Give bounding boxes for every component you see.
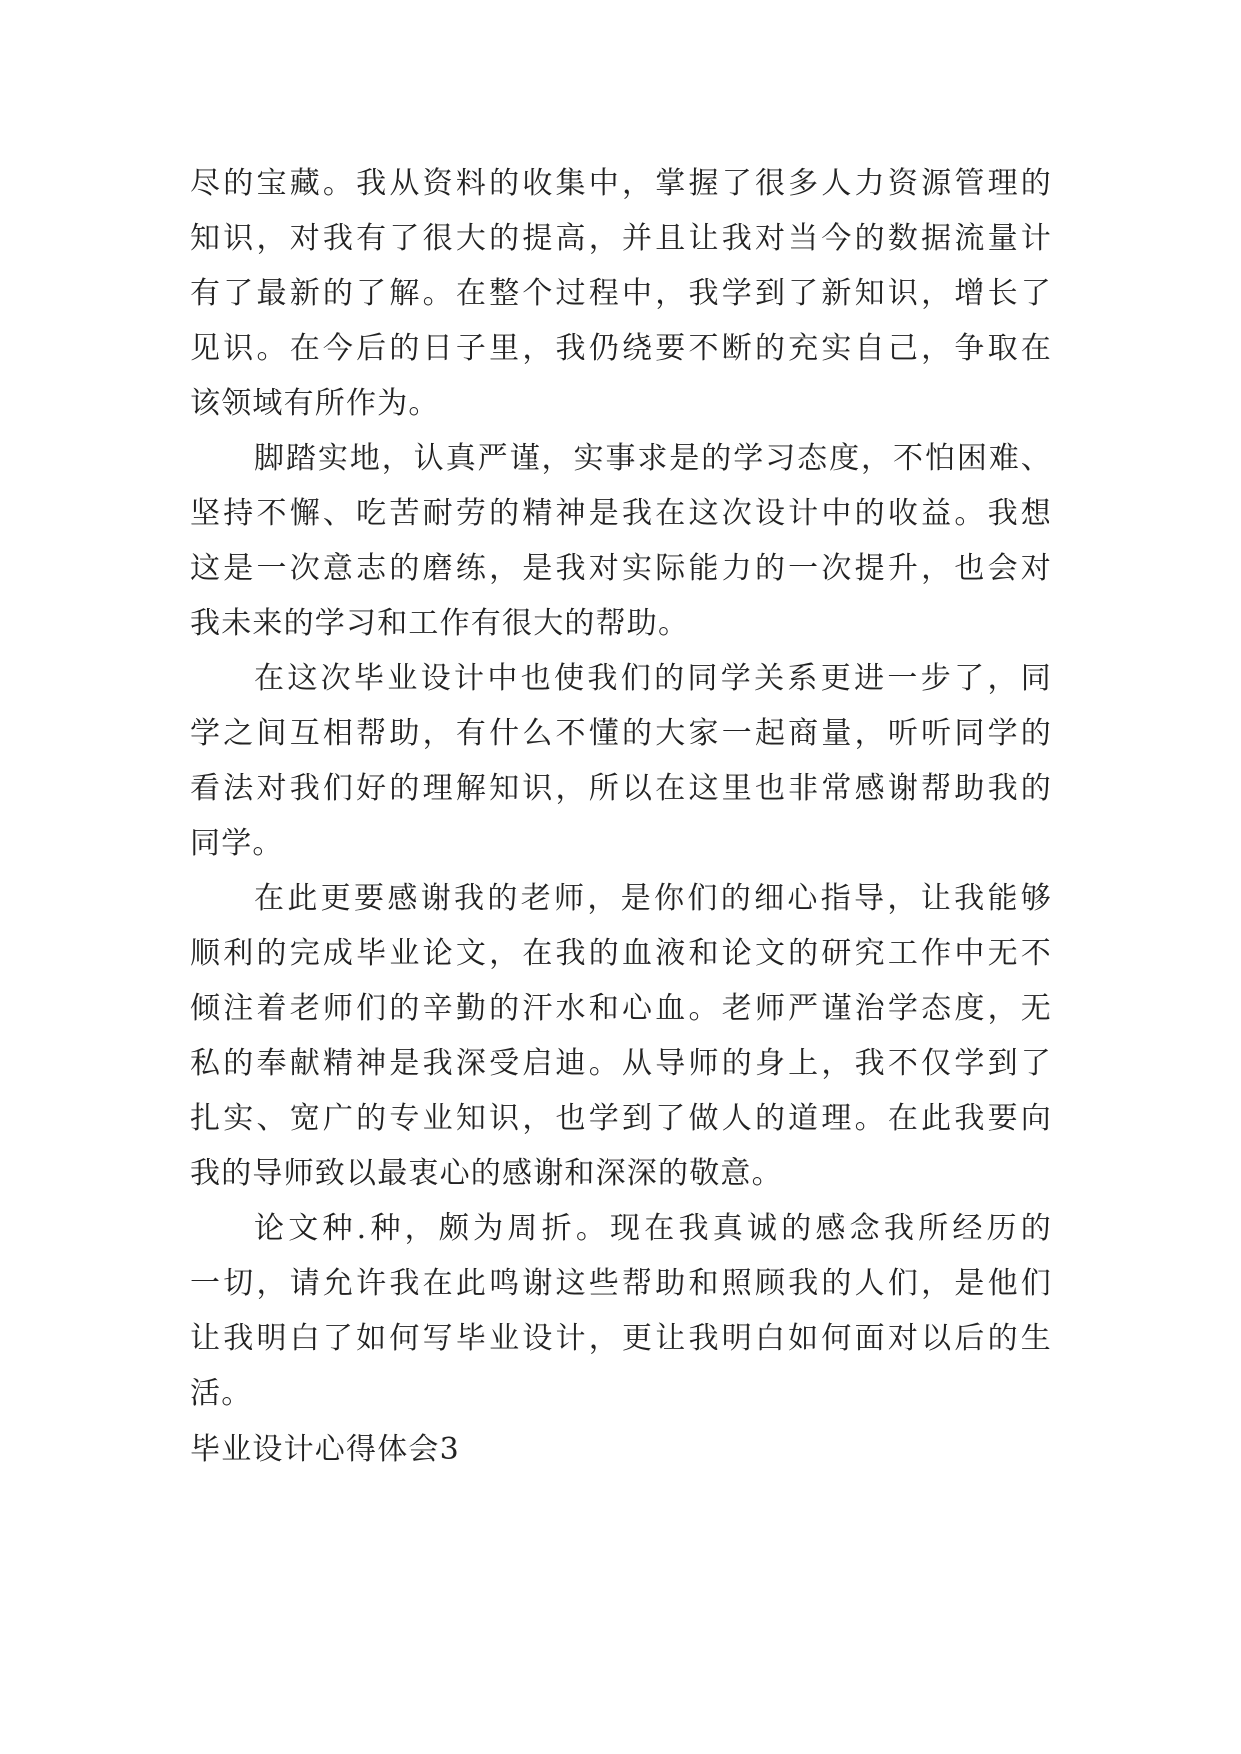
text-line: 活。	[190, 1376, 253, 1411]
text-line: 见识。在今后的日子里，我仍绕要不断的充实自己，争取在	[190, 331, 1052, 366]
text-line: 倾注着老师们的辛勤的汗水和心血。老师严谨治学态度，无	[190, 991, 1052, 1026]
text-line: 该领域有所作为。	[190, 386, 440, 421]
text-line: 这是一次意志的磨练，是我对实际能力的一次提升，也会对	[190, 551, 1052, 586]
text-line: 我未来的学习和工作有很大的帮助。	[190, 606, 690, 641]
document-body	[190, 156, 1052, 1479]
paragraph-first-line: 在此更要感谢我的老师，是你们的细心指导，让我能够	[254, 881, 1052, 916]
paragraph-first-line: 论文种.种，颇为周折。现在我真诚的感念我所经历的	[254, 1211, 1052, 1246]
text-line: 我的导师致以最衷心的感谢和深深的敬意。	[190, 1156, 783, 1191]
text-line: 扎实、宽广的专业知识，也学到了做人的道理。在此我要向	[190, 1101, 1052, 1136]
text-line: 顺利的完成毕业论文，在我的血液和论文的研究工作中无不	[190, 936, 1052, 971]
text-line: 坚持不懈、吃苦耐劳的精神是我在这次设计中的收益。我想	[190, 496, 1052, 531]
text-line: 有了最新的了解。在整个过程中，我学到了新知识，增长了	[190, 276, 1052, 311]
paragraph-first-line: 在这次毕业设计中也使我们的同学关系更进一步了，同	[254, 661, 1052, 696]
text-line: 同学。	[190, 826, 284, 861]
text-line: 让我明白了如何写毕业设计，更让我明白如何面对以后的生	[190, 1321, 1052, 1356]
text-line: 看法对我们好的理解知识，所以在这里也非常感谢帮助我的	[190, 771, 1052, 806]
text-line: 学之间互相帮助，有什么不懂的大家一起商量，听听同学的	[190, 716, 1052, 751]
text-line: 私的奉献精神是我深受启迪。从导师的身上，我不仅学到了	[190, 1046, 1052, 1081]
paragraph-first-line: 脚踏实地，认真严谨，实事求是的学习态度，不怕困难、	[254, 441, 1052, 476]
text-line: 一切，请允许我在此鸣谢这些帮助和照顾我的人们，是他们	[190, 1266, 1052, 1301]
section-heading: 毕业设计心得体会3	[190, 1432, 460, 1467]
text-line: 知识，对我有了很大的提高，并且让我对当今的数据流量计	[190, 221, 1052, 256]
text-line: 尽的宝藏。我从资料的收集中，掌握了很多人力资源管理的	[190, 166, 1052, 201]
